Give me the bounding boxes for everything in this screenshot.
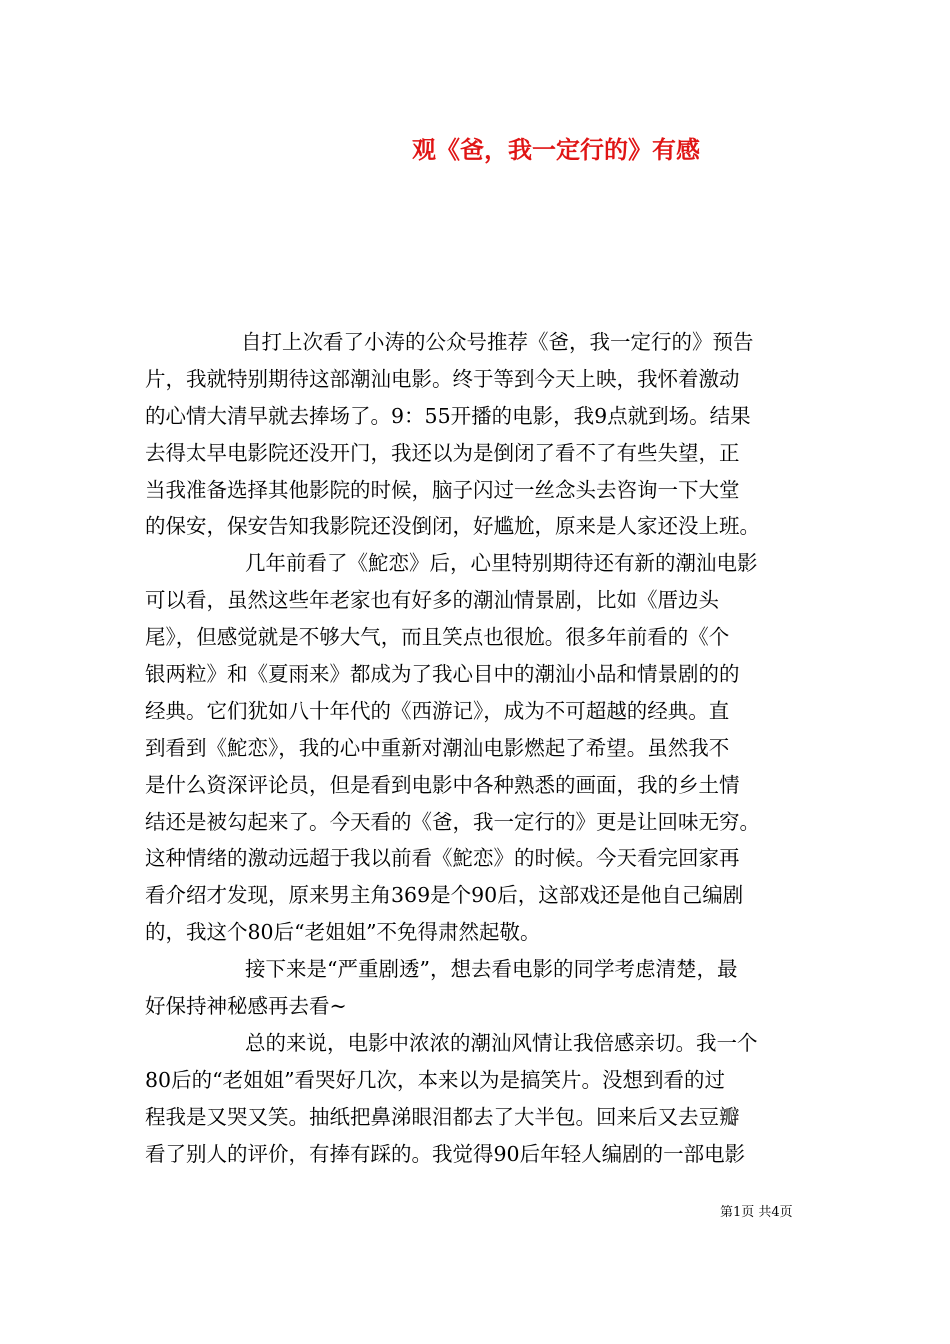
paragraph-line: 接下来是“严重剧透”，想去看电影的同学考虑清楚，最 [245, 957, 738, 982]
paragraph-line: 可以看，虽然这些年老家也有好多的潮汕情景剧，比如《厝边头 [145, 588, 719, 613]
paragraph-line: 的心情大清早就去捧场了。9：55开播的电影，我9点就到场。结果 [145, 403, 751, 428]
paragraph-line: 到看到《鮀恋》，我的心中重新对潮汕电影燃起了希望。虽然我不 [145, 735, 730, 760]
paragraph-line: 去得太早电影院还没开门，我还以为是倒闭了看不了有些失望，正 [145, 440, 740, 465]
page-title: 观《爸，我一定行的》有感 [412, 135, 700, 164]
paragraph-line: 几年前看了《鮀恋》后，心里特别期待还有新的潮汕电影 [245, 551, 758, 576]
paragraph-line: 看介绍才发现，原来男主角369是个90后，这部戏还是他自己编剧 [145, 883, 744, 908]
paragraph-line: 片，我就特别期待这部潮汕电影。终于等到今天上映，我怀着激动 [145, 366, 740, 391]
paragraph-line: 程我是又哭又笑。抽纸把鼻涕眼泪都去了大半包。回来后又去豆瓣 [145, 1104, 740, 1129]
paragraph-line: 总的来说，电影中浓浓的潮汕风情让我倍感亲切。我一个 [245, 1030, 758, 1055]
paragraph-line: 的保安，保安告知我影院还没倒闭，好尴尬，原来是人家还没上班。 [145, 514, 760, 539]
paragraph-line: 自打上次看了小涛的公众号推荐《爸，我一定行的》预告 [241, 330, 754, 354]
article-body [145, 324, 807, 1172]
paragraph-line: 当我准备选择其他影院的时候，脑子闪过一丝念头去咨询一下大堂 [145, 477, 740, 502]
paragraph-line: 是什么资深评论员，但是看到电影中各种熟悉的画面，我的乡土情 [145, 772, 740, 797]
paragraph-line: 尾》，但感觉就是不够大气，而且笑点也很尬。很多年前看的《个 [145, 625, 730, 650]
paragraph-line: 80后的“老姐姐”看哭好几次，本来以为是搞笑片。没想到看的过 [145, 1067, 726, 1092]
paragraph-line: 银两粒》和《夏雨来》都成为了我心目中的潮汕小品和情景剧的的 [145, 662, 740, 687]
paragraph-line: 结还是被勾起来了。今天看的《爸，我一定行的》更是让回味无穷。 [145, 809, 760, 834]
paragraph-line: 看了别人的评价，有捧有踩的。我觉得90后年轻人编剧的一部电影 [145, 1141, 746, 1166]
paragraph-line: 这种情绪的激动远超于我以前看《鮀恋》的时候。今天看完回家再 [145, 846, 740, 871]
page-number: 第1页 共4页 [720, 1205, 793, 1220]
paragraph-line: 经典。它们犹如八十年代的《西游记》，成为不可超越的经典。直 [145, 698, 730, 723]
paragraph-line: 的，我这个80后“老姐姐”不免得肃然起敬。 [145, 920, 541, 945]
paragraph-line: 好保持神秘感再去看~ [145, 994, 347, 1019]
